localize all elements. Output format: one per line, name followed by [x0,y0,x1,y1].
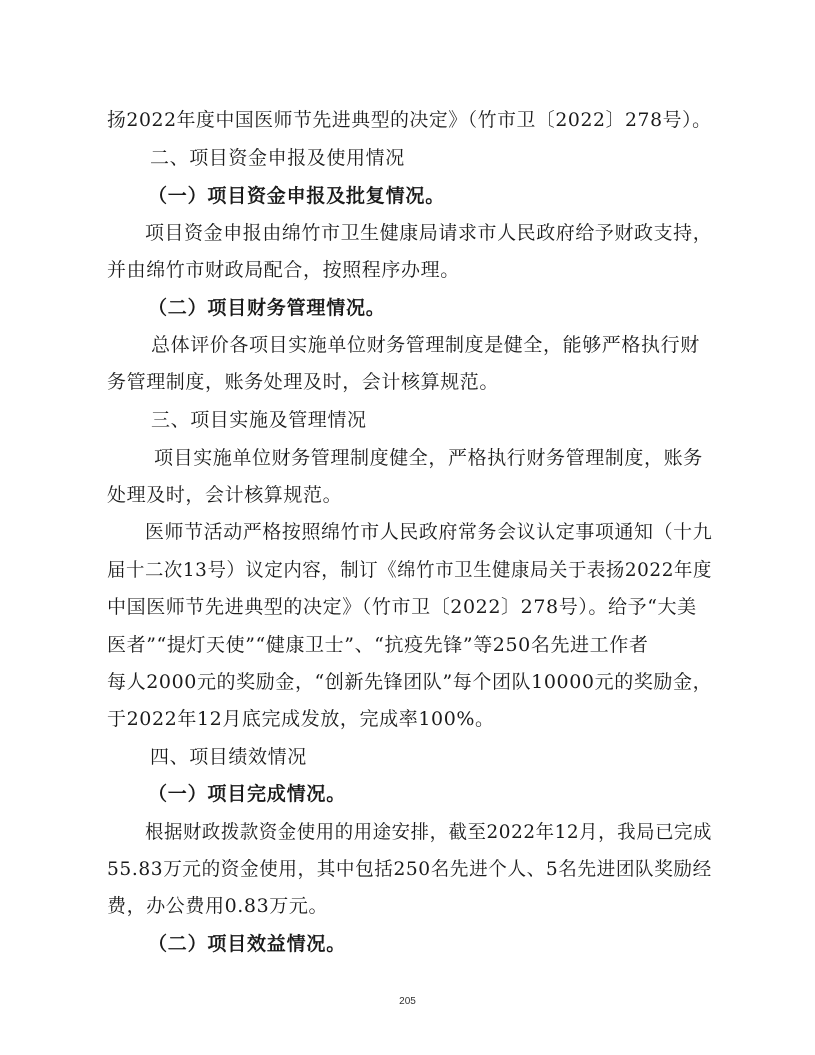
paragraph-line: 处理及时，会计核算规范。 [107,484,343,506]
section-heading: 三、项目实施及管理情况 [151,409,367,431]
paragraph-line: 55.83万元的资金使用，其中包括250名先进个人、5名先进团队奖励经 [107,858,712,880]
paragraph-line: 医师节活动严格按照绵竹市人民政府常务会议认定事项通知（十九 [145,521,713,543]
paragraph-line: 根据财政拨款资金使用的用途安排，截至2022年12月，我局已完成 [145,821,712,843]
paragraph-line: 总体评价各项目实施单位财务管理制度是健全，能够严格执行财 [151,334,700,356]
section-heading: 四、项目绩效情况 [150,746,307,768]
paragraph-line: 费，办公费用0.83万元。 [107,895,329,917]
paragraph-line: 项目实施单位财务管理制度健全，严格执行财务管理制度，账务 [154,447,703,469]
subsection-heading: （二）项目效益情况。 [148,933,347,955]
paragraph-line: 届十二次13号）议定内容，制订《绵竹市卫生健康局关于表扬2022年度 [107,559,712,581]
subsection-heading: （二）项目财务管理情况。 [148,297,386,319]
subsection-heading: （一）项目资金申报及批复情况。 [148,185,446,207]
paragraph-line: 务管理制度，账务处理及时，会计核算规范。 [107,371,500,393]
section-heading: 二、项目资金申报及使用情况 [150,147,405,169]
page-number: 205 [399,996,416,1007]
paragraph-line: 并由绵竹市财政局配合，按照程序办理。 [107,259,460,281]
paragraph-line: 于2022年12月底完成发放，完成率100%。 [107,708,495,730]
paragraph-line: 项目资金申报由绵竹市卫生健康局请求市人民政府给予财政支持， [145,222,713,244]
paragraph-line: 医者”“提灯天使”“健康卫士”、“抗疫先锋”等250名先进工作者 [107,634,649,656]
paragraph-line: 每人2000元的奖励金，“创新先锋团队”每个团队10000元的奖励金， [107,671,713,693]
subsection-heading: （一）项目完成情况。 [148,783,347,805]
paragraph-line: 中国医师节先进典型的决定》（竹市卫〔2022〕278号）。给予“大美 [107,596,697,618]
paragraph-line: 扬2022年度中国医师节先进典型的决定》（竹市卫〔2022〕278号）。 [107,109,712,131]
